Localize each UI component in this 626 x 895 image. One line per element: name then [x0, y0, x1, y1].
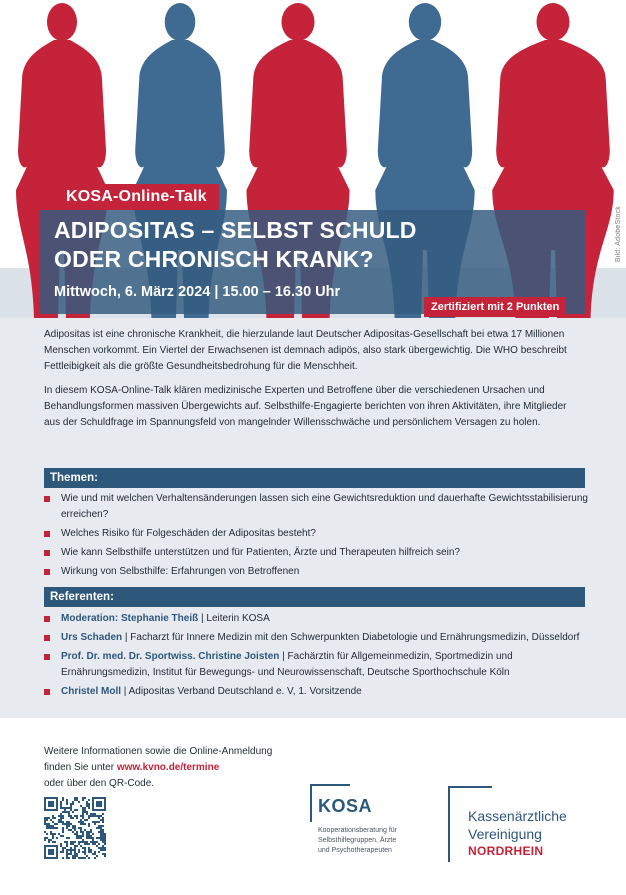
bullet-icon: [44, 635, 50, 641]
kosa-desc-line-2: Selbsthilfegruppen, Ärzte: [318, 837, 397, 844]
title-line-1: ADIPOSITAS – SELBST SCHULD: [54, 217, 417, 243]
bullet-icon: [44, 496, 50, 502]
event-type-badge: KOSA-Online-Talk: [54, 184, 219, 210]
bullet-icon: [44, 531, 50, 537]
kosa-logo: [310, 784, 440, 864]
speaker-name: Christel Moll: [61, 686, 122, 697]
kosa-logo-description: [318, 826, 397, 856]
referenten-list: [44, 611, 589, 703]
themen-list: [44, 491, 589, 583]
intro-paragraph-1: Adipositas ist eine chronische Krankheit, die hierzulande laut Deutscher Adipositas-Gesellschaft bei etwa 17 Millionen Menschen vorkommt. Ein Viertel der Erwachsenen ist demnach adipös, also stark übergewichtig. Die WHO beschreibt Fettleibigkeit als die größte Gesundheitsbedrohung für die Menschheit.: [44, 329, 567, 372]
kosa-logo-word: KOSA: [318, 796, 373, 816]
certification-badge: Zertifiziert mit 2 Punkten: [424, 297, 566, 317]
list-item-text: Wie und mit welchen Verhaltensänderungen lassen sich eine Gewichtsreduktion und dauerhafte Gewichtsstabilisierung erreichen?: [61, 493, 588, 520]
speaker-name: Prof. Dr. med. Dr. Sportwiss. Christine Joisten: [61, 651, 280, 662]
speaker-detail: | Facharzt für Innere Medizin mit den Schwerpunkten Diabetologie und Ernährungsmedizin, Düsseldorf: [122, 632, 580, 643]
footer-line-2-prefix: finden Sie unter: [44, 762, 117, 773]
qr-code[interactable]: [44, 797, 106, 859]
kvno-line-2: Vereinigung: [468, 826, 542, 842]
list-item: [44, 649, 589, 681]
footer-line-3: oder über den QR-Code.: [44, 778, 155, 789]
speaker-detail: | Fachärztin für Allgemeinmedizin, Sportmedizin und Ernährungsmedizin, Institut für Bewegungs- und Neurowissenschaft, Deutsche Sporthochschule Köln: [61, 651, 513, 678]
bullet-icon: [44, 616, 50, 622]
kosa-desc-line-1: Kooperationsberatung für: [318, 827, 397, 834]
list-item: [44, 564, 589, 580]
bullet-icon: [44, 550, 50, 556]
speaker-detail: | Adipositas Verband Deutschland e. V, 1. Vorsitzende: [121, 686, 362, 697]
registration-link[interactable]: www.kvno.de/termine: [116, 762, 220, 773]
title-line-2: ODER CHRONISCH KRANK?: [54, 246, 374, 272]
speaker-name: Urs Schaden: [61, 632, 123, 643]
image-credit: Bild: AdobeStock: [615, 206, 622, 263]
speaker-detail: | Leiterin KOSA: [198, 613, 270, 624]
intro-paragraph-2: In diesem KOSA-Online-Talk klären medizinische Experten und Betroffene über die verschiedenen Ursachen und Behandlungsformen massiven Übergewichts auf. Selbsthilfe-Engagierte berichten von ihren Aktivitäten, ihre Mitglieder aus der Schuldfrage im Spannungsfeld von mangelnder Willensschwäche und persönlichem Versagen zu holen.: [44, 385, 567, 428]
list-item: [44, 491, 589, 523]
list-item: [44, 611, 589, 627]
list-item: [44, 526, 589, 542]
bullet-icon: [44, 689, 50, 695]
bullet-icon: [44, 654, 50, 660]
list-item-text: Welches Risiko für Folgeschäden der Adipositas besteht?: [61, 528, 316, 539]
page-title: [54, 216, 417, 274]
footer-line-1: Weitere Informationen sowie die Online-Anmeldung: [44, 746, 273, 757]
themen-heading: Themen:: [44, 468, 585, 488]
kvno-line-3: NORDRHEIN: [468, 844, 544, 858]
list-item: [44, 630, 589, 646]
list-item: [44, 684, 589, 700]
list-item: [44, 545, 589, 561]
list-item-text: Wirkung von Selbsthilfe: Erfahrungen von Betroffenen: [61, 566, 300, 577]
event-date: Mittwoch, 6. März 2024 | 15.00 – 16.30 Uhr: [54, 284, 341, 300]
footer-line-2: [44, 760, 272, 776]
speaker-name: Moderation: Stephanie Theiß: [61, 613, 199, 624]
kvno-logo: [448, 786, 608, 866]
referenten-heading: Referenten:: [44, 587, 585, 607]
list-item-text: Wie kann Selbsthilfe unterstützen und für Patienten, Ärzte und Therapeuten hilfreich sein?: [61, 547, 460, 558]
kvno-line-1: Kassenärztliche: [468, 808, 567, 824]
kosa-desc-line-3: und Psychotherapeuten: [318, 847, 392, 854]
footer-info: [44, 744, 272, 792]
bullet-icon: [44, 569, 50, 575]
